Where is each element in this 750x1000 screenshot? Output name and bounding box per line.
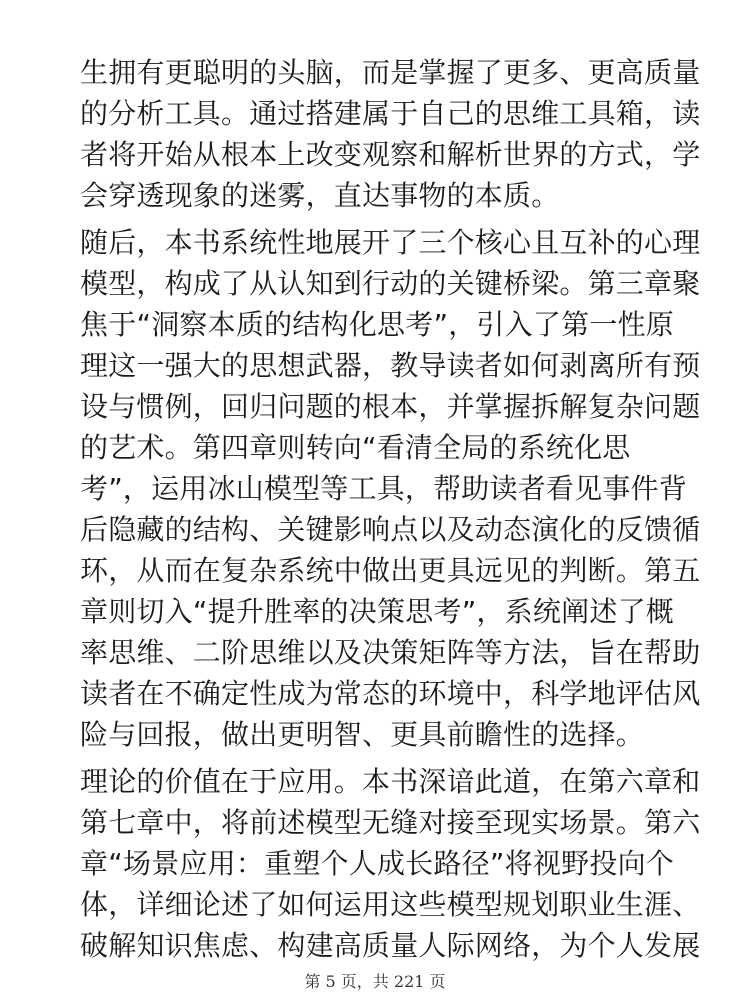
text-line: 生拥有更聪明的头脑，而是掌握了更多、更高质量	[80, 56, 701, 89]
text-line: 焦于“洞察本质的结构化思考”，引入了第一性原	[80, 308, 674, 341]
text-line: 险与回报，做出更明智、更具前瞻性的选择。	[80, 718, 645, 751]
text-line: 后隐藏的结构、关键影响点以及动态演化的反馈循	[80, 513, 701, 546]
text-line: 理论的价值在于应用。本书深谙此道，在第六章和	[80, 765, 701, 798]
paragraph-3	[80, 761, 701, 966]
text-line: 随后，本书系统性地展开了三个核心且互补的心理	[80, 226, 701, 259]
paragraph-1	[80, 52, 701, 216]
text-line: 章“场景应用：重塑个人成长路径”将视野投向个	[80, 847, 674, 880]
text-line: 模型，构成了从认知到行动的关键桥梁。第三章聚	[80, 267, 701, 300]
body-text	[80, 52, 701, 972]
text-line: 体，详细论述了如何运用这些模型规划职业生涯、	[80, 888, 701, 921]
text-line: 设与惯例，回归问题的根本，并掌握拆解复杂问题	[80, 390, 701, 423]
text-line: 理这一强大的思想武器，教导读者如何剥离所有预	[80, 349, 701, 382]
text-line: 第七章中，将前述模型无缝对接至现实场景。第六	[80, 806, 701, 839]
text-line: 会穿透现象的迷雾，直达事物的本质。	[80, 179, 560, 212]
text-line: 率思维、二阶思维以及决策矩阵等方法，旨在帮助	[80, 636, 701, 669]
text-line: 读者在不确定性成为常态的环境中，科学地评估风	[80, 677, 701, 710]
text-line: 的分析工具。通过搭建属于自己的思维工具箱，读	[80, 97, 701, 130]
text-line: 章则切入“提升胜率的决策思考”，系统阐述了概	[80, 595, 674, 628]
text-line: 考”，运用冰山模型等工具，帮助读者看见事件背	[80, 472, 687, 505]
text-line: 者将开始从根本上改变观察和解析世界的方式，学	[80, 138, 701, 171]
paragraph-2	[80, 222, 701, 755]
text-line: 的艺术。第四章则转向“看清全局的系统化思	[80, 431, 631, 464]
text-line: 环，从而在复杂系统中做出更具远见的判断。第五	[80, 554, 701, 587]
text-line: 破解知识焦虑、构建高质量人际网络，为个人发展	[80, 929, 701, 962]
page-number-footer: 第 5 页，共 221 页	[304, 972, 446, 991]
